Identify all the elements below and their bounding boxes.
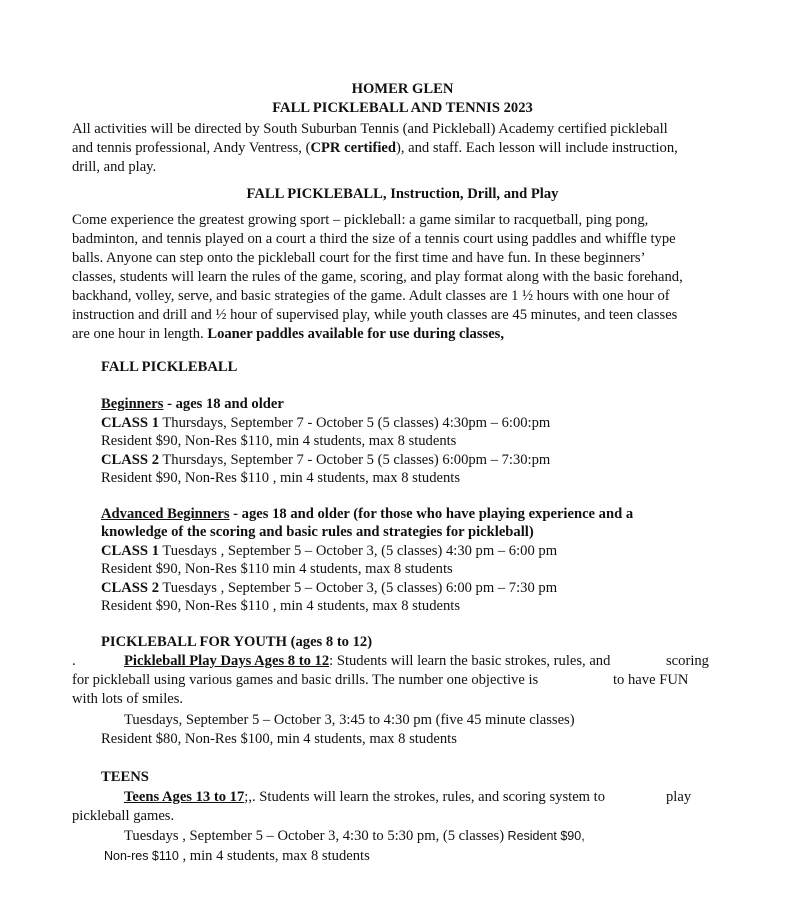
- intro-line-2: and tennis professional, Andy Ventress, (CPR certified), and staff. Each lesson will include instruction,: [72, 140, 678, 156]
- advanced-class-2: CLASS 2 Tuesdays , September 5 – October 3, (5 classes) 6:00 pm – 7:30 pm: [101, 580, 558, 596]
- paragraph-line: classes, students will learn the rules of the game, scoring, and play format along with the basic forehand,: [72, 269, 683, 285]
- paragraph-line: are one hour in length. Loaner paddles available for use during classes,: [72, 326, 505, 342]
- title-line-1: HOMER GLEN: [351, 81, 454, 97]
- paragraph-line: badminton, and tennis played on a court a third the size of a tennis court using paddles and whiffle type: [72, 231, 676, 247]
- loaner-paddles-note: Loaner paddles available for use during classes,: [207, 326, 505, 342]
- teens-heading: TEENS: [101, 769, 149, 785]
- paragraph-line: balls. Anyone can step onto the pickleball court for the first time and have fun. In these beginners’: [72, 250, 646, 266]
- paragraph-line: instruction and drill and ½ hour of supervised play, while youth classes are 45 minutes, and teen classes: [72, 307, 678, 323]
- youth-line-2-end: to have FUN: [613, 672, 689, 688]
- youth-line-2: for pickleball using various games and basic drills. The number one objective is: [72, 672, 539, 688]
- teens-line-1: Teens Ages 13 to 17;,. Students will learn the strokes, rules, and scoring system to: [124, 789, 606, 805]
- intro-line-1: All activities will be directed by South Suburban Tennis (and Pickleball) Academy certified pickleball: [72, 121, 668, 137]
- intro-line-3: drill, and play.: [72, 159, 157, 175]
- youth-line-1: Pickleball Play Days Ages 8 to 12: Students will learn the basic strokes, rules, and: [124, 653, 611, 669]
- paragraph-line: Come experience the greatest growing sport – pickleball: a game similar to racquetball, ping pong,: [72, 212, 649, 228]
- youth-schedule: Tuesdays, September 5 – October 3, 3:45 to 4:30 pm (five 45 minute classes): [124, 712, 575, 728]
- cpr-certified: CPR certified: [310, 140, 396, 156]
- teens-line-1-end: play: [666, 789, 692, 805]
- beginners-class-2: CLASS 2 Thursdays, September 7 - October 5 (5 classes) 6:00pm – 7:30:pm: [101, 452, 551, 468]
- paragraph-line: backhand, volley, serve, and basic strategies of the game. Adult classes are 1 ½ hours with one hour of: [72, 288, 670, 304]
- teens-schedule: Tuesdays , September 5 – October 3, 4:30 to 5:30 pm, (5 classes) Resident $90,: [124, 828, 585, 844]
- beginners-class-1: CLASS 1 Thursdays, September 7 - October 5 (5 classes) 4:30pm – 6:00:pm: [101, 415, 551, 431]
- beginners-heading: Beginners - ages 18 and older: [101, 396, 284, 412]
- youth-price: Resident $80, Non-Res $100, min 4 students, max 8 students: [101, 731, 457, 747]
- youth-line-1-end: scoring: [666, 653, 709, 669]
- title-line-2: FALL PICKLEBALL AND TENNIS 2023: [272, 100, 533, 116]
- youth-line-3: with lots of smiles.: [72, 691, 184, 707]
- teens-line-2: pickleball games.: [72, 808, 175, 824]
- youth-heading: PICKLEBALL FOR YOUTH (ages 8 to 12): [101, 634, 373, 650]
- advanced-heading-line-2: knowledge of the scoring and basic rules and strategies for pickleball): [101, 524, 534, 540]
- advanced-class-1: CLASS 1 Tuesdays , September 5 – October 3, (5 classes) 4:30 pm – 6:00 pm: [101, 543, 558, 559]
- advanced-heading: Advanced Beginners - ages 18 and older (for those who have playing experience and a: [101, 506, 634, 522]
- section-heading: FALL PICKLEBALL, Instruction, Drill, and Play: [246, 186, 559, 202]
- advanced-class-1-price: Resident $90, Non-Res $110 min 4 students, max 8 students: [101, 561, 453, 577]
- teens-price: Non-res $110 , min 4 students, max 8 students: [104, 848, 370, 864]
- beginners-class-2-price: Resident $90, Non-Res $110 , min 4 students, max 8 students: [101, 470, 461, 486]
- beginners-class-1-price: Resident $90, Non-Res $110, min 4 students, max 8 students: [101, 433, 457, 449]
- youth-dot: .: [72, 653, 76, 669]
- fall-pickleball-label: FALL PICKLEBALL: [101, 359, 238, 375]
- advanced-class-2-price: Resident $90, Non-Res $110 , min 4 students, max 8 students: [101, 598, 461, 614]
